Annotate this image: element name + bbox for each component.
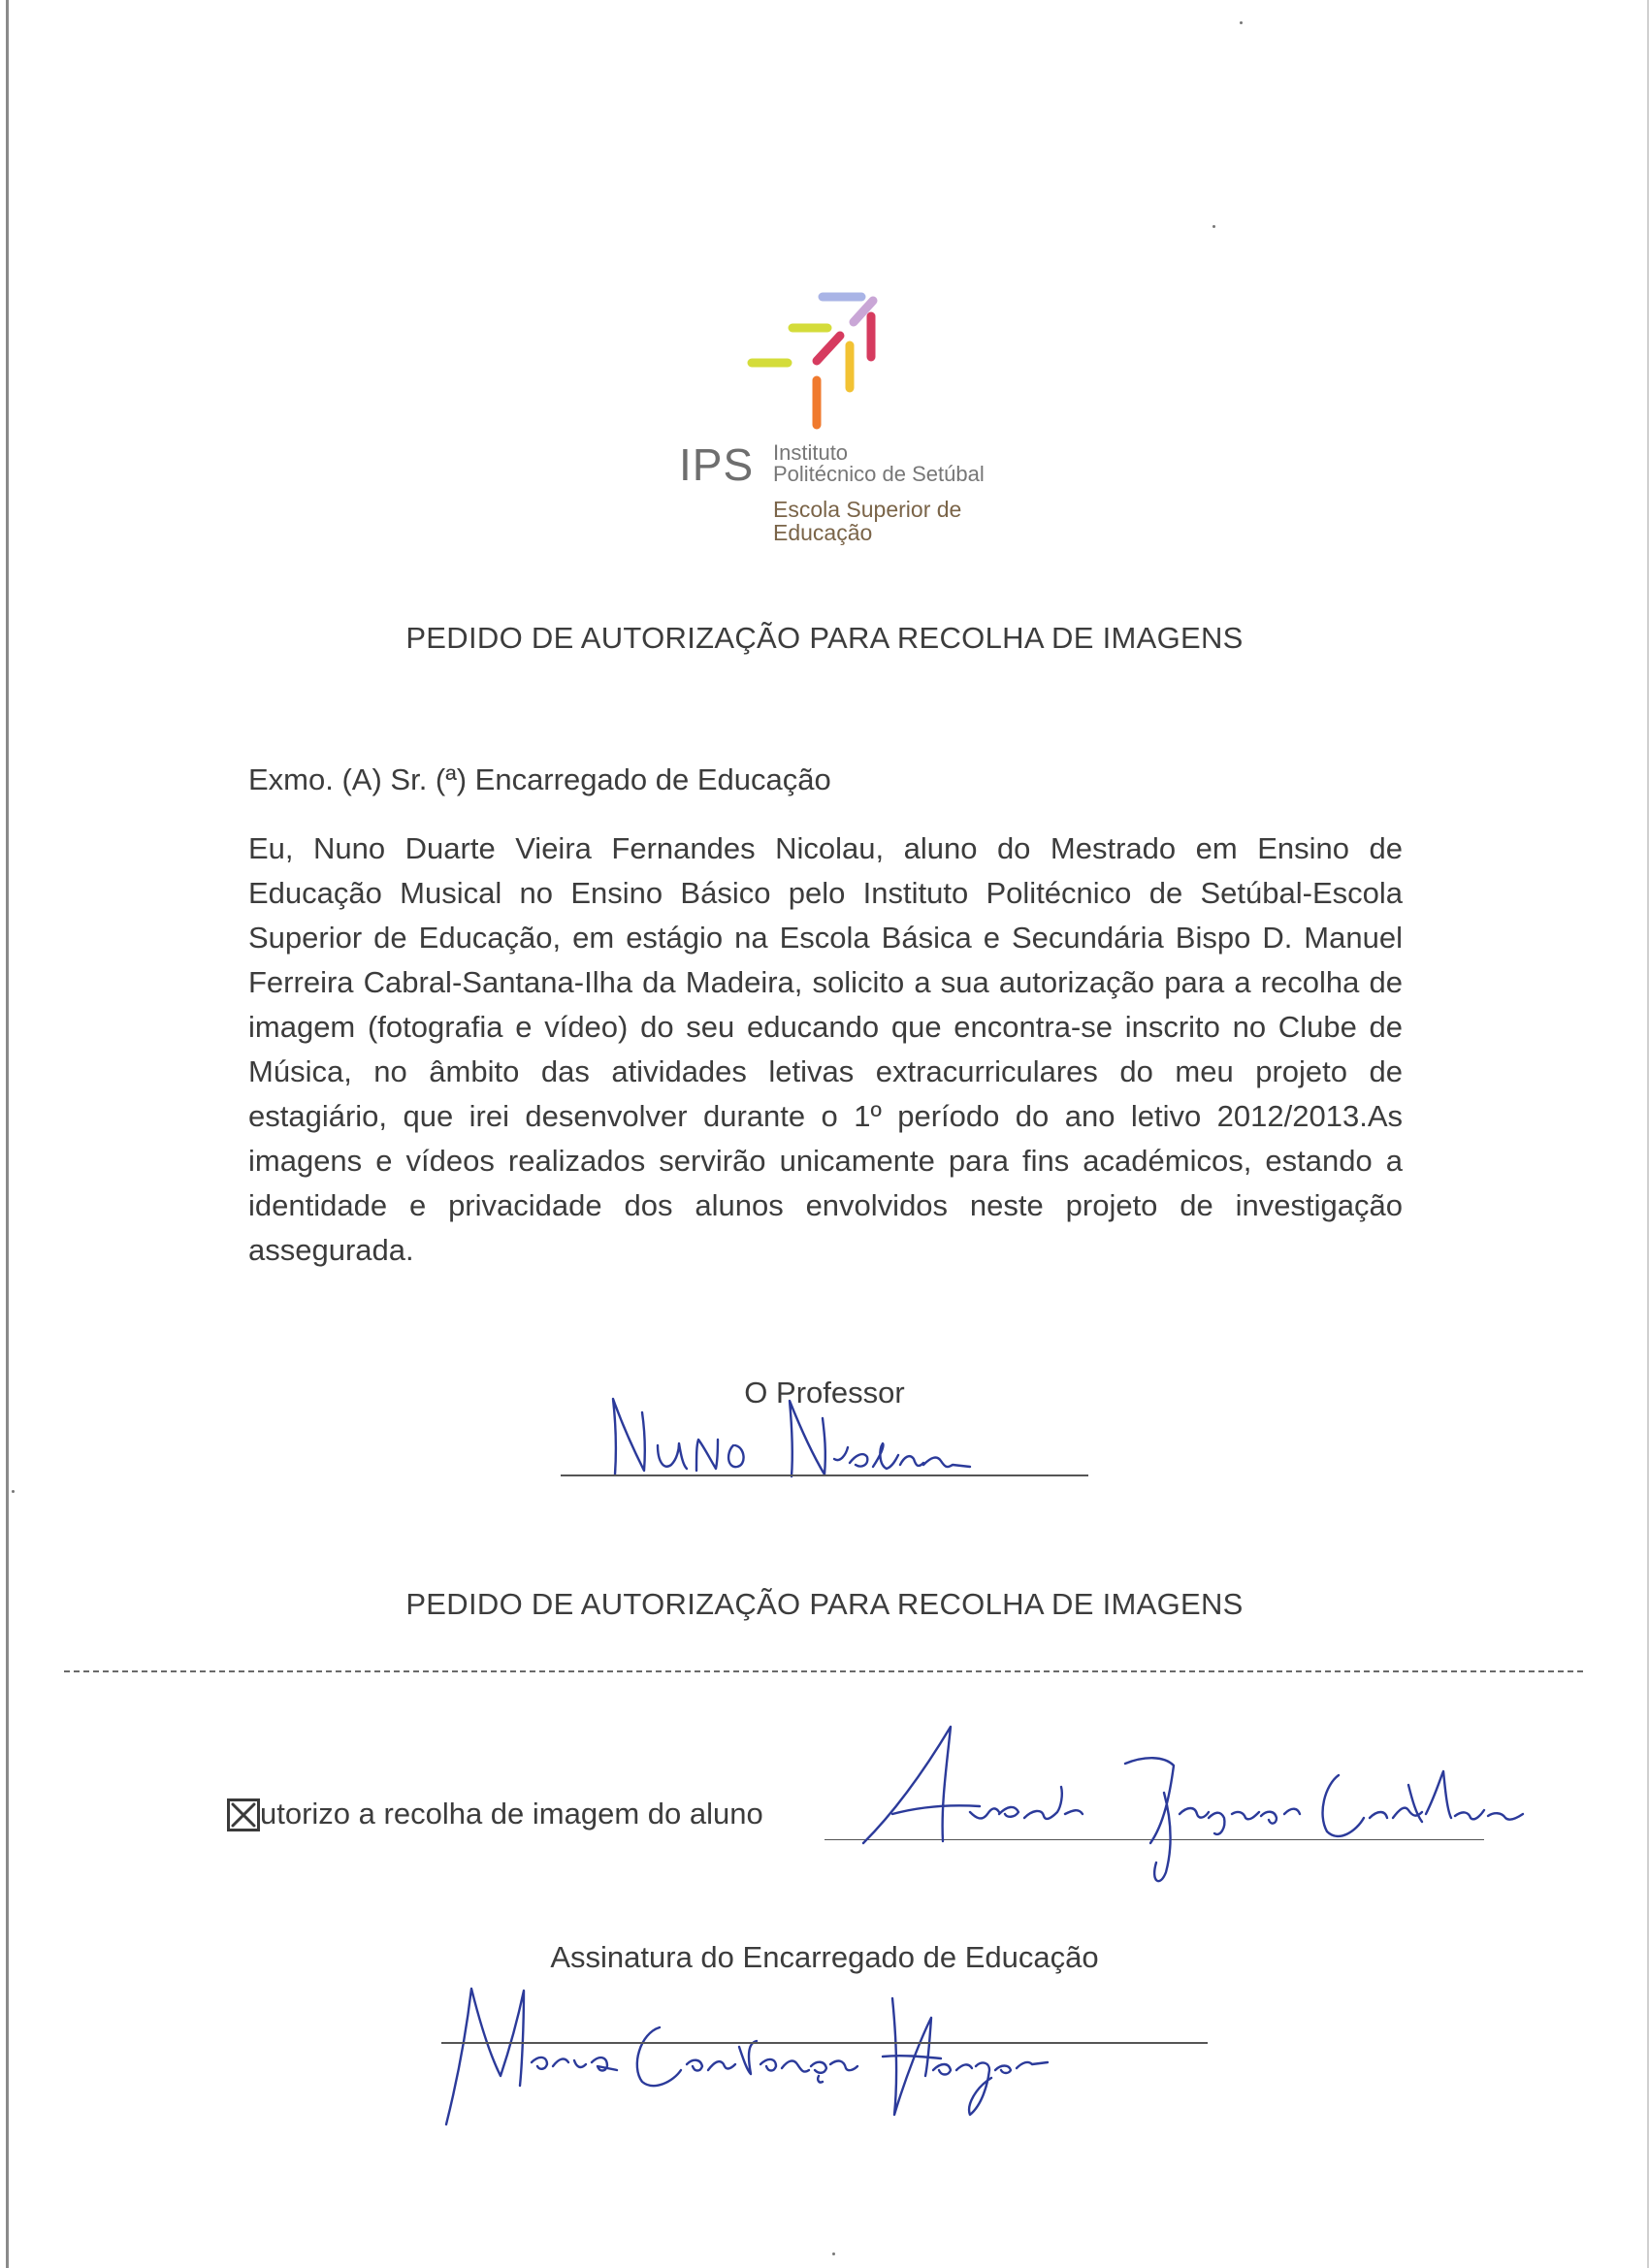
guardian-signature bbox=[427, 1969, 1067, 2144]
guardian-signature-label: Assinatura do Encarregado de Educação bbox=[550, 1940, 1099, 1974]
cut-line-divider bbox=[64, 1670, 1583, 1672]
page-left-edge bbox=[6, 0, 9, 2268]
logo-institute-line2: Politécnico de Setúbal bbox=[773, 462, 985, 486]
student-name-line bbox=[824, 1839, 1484, 1840]
document-title: PEDIDO DE AUTORIZAÇÃO PARA RECOLHA DE IMAGENS bbox=[405, 621, 1244, 655]
professor-signature-line bbox=[561, 1474, 1088, 1476]
authorize-checkbox[interactable] bbox=[227, 1798, 260, 1831]
checkbox-x-icon bbox=[230, 1801, 257, 1829]
scan-speck bbox=[12, 1490, 15, 1493]
document-title-repeat: PEDIDO DE AUTORIZAÇÃO PARA RECOLHA DE IMAGENS bbox=[405, 1587, 1244, 1621]
body-paragraph: Eu, Nuno Duarte Vieira Fernandes Nicolau, aluno do Mestrado em Ensino de Educação Musical no Ensino Básico pelo Instituto Politécnico de Setúbal-Escola Superior de Educação, em estágio na Escola Básica e Secundária Bispo D. Manuel Ferreira Cabral-Santana-Ilha da Madeira, solicito a sua autorização para a recolha de imagem (fotografia e vídeo) do seu educando que encontra-se inscrito no Clube de Música, no âmbito das atividades letivas extracurriculares do meu projeto de estagiário, que irei desenvolver durante o 1º período do ano letivo 2012/2013.As imagens e vídeos realizados servirão unicamente para fins académicos, estando a identidade e privacidade dos alunos envolvidos neste projeto de investigação assegurada. bbox=[248, 831, 1403, 1267]
salutation: Exmo. (A) Sr. (ª) Encarregado de Educação bbox=[248, 762, 831, 796]
guardian-signature-line bbox=[441, 2042, 1208, 2044]
ips-logo-mark-icon bbox=[708, 281, 902, 437]
logo-abbreviation: IPS bbox=[679, 439, 755, 490]
student-name-signature bbox=[854, 1717, 1552, 1901]
scan-speck bbox=[1212, 225, 1215, 228]
authorize-statement: utorizo a recolha de imagem do aluno bbox=[260, 1797, 763, 1831]
logo-school-line2: Educação bbox=[773, 520, 873, 545]
scan-speck bbox=[1240, 21, 1243, 24]
ips-logo bbox=[669, 281, 1048, 563]
logo-institute-line1: Instituto bbox=[773, 440, 849, 465]
scan-speck bbox=[832, 2252, 835, 2255]
logo-school-line1: Escola Superior de bbox=[773, 497, 962, 522]
professor-label: O Professor bbox=[744, 1376, 905, 1409]
